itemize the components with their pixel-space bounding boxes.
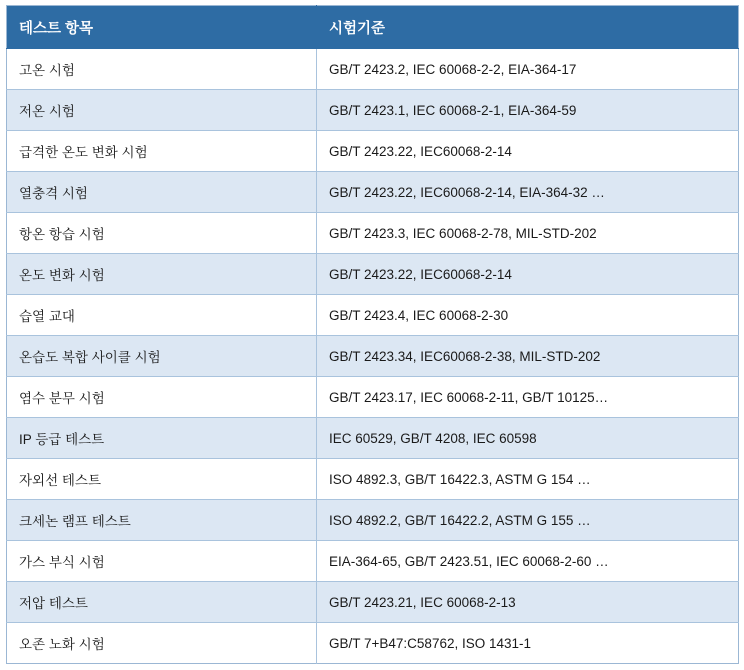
cell-test-standard: GB/T 2423.22, IEC60068-2-14, EIA-364-32 …: [317, 172, 739, 213]
table-row: [7, 459, 739, 500]
cell-test-standard: GB/T 2423.22, IEC60068-2-14: [317, 254, 739, 295]
table-row: [7, 623, 739, 664]
cell-test-item: 온도 변화 시험: [7, 254, 317, 295]
table-row: [7, 377, 739, 418]
cell-test-item: 습열 교대: [7, 295, 317, 336]
cell-test-item: 온습도 복합 사이클 시험: [7, 336, 317, 377]
test-standards-table: [6, 5, 739, 664]
table-header: [7, 6, 739, 49]
table-row: [7, 541, 739, 582]
cell-test-standard: GB/T 2423.2, IEC 60068-2-2, EIA-364-17: [317, 49, 739, 90]
cell-test-item: 저압 테스트: [7, 582, 317, 623]
cell-test-standard: EIA-364-65, GB/T 2423.51, IEC 60068-2-60 …: [317, 541, 739, 582]
cell-test-standard: GB/T 2423.3, IEC 60068-2-78, MIL-STD-202: [317, 213, 739, 254]
cell-test-item: 자외선 테스트: [7, 459, 317, 500]
table-row: [7, 213, 739, 254]
table-row: [7, 295, 739, 336]
cell-test-item: 크세논 램프 테스트: [7, 500, 317, 541]
cell-test-item: 저온 시험: [7, 90, 317, 131]
cell-test-item: 오존 노화 시험: [7, 623, 317, 664]
table-row: [7, 254, 739, 295]
cell-test-item: 급격한 온도 변화 시험: [7, 131, 317, 172]
table-row: [7, 90, 739, 131]
table-row: [7, 336, 739, 377]
table-row: [7, 582, 739, 623]
cell-test-standard: GB/T 2423.21, IEC 60068-2-13: [317, 582, 739, 623]
column-header-test-item: 테스트 항목: [7, 6, 317, 49]
table-header-row: [7, 6, 739, 49]
cell-test-standard: ISO 4892.2, GB/T 16422.2, ASTM G 155 …: [317, 500, 739, 541]
cell-test-standard: GB/T 2423.1, IEC 60068-2-1, EIA-364-59: [317, 90, 739, 131]
table-row: [7, 131, 739, 172]
table-row: [7, 500, 739, 541]
cell-test-standard: GB/T 2423.4, IEC 60068-2-30: [317, 295, 739, 336]
cell-test-item: 염수 분무 시험: [7, 377, 317, 418]
table-row: [7, 172, 739, 213]
table-body: [7, 49, 739, 664]
table-row: [7, 49, 739, 90]
cell-test-standard: IEC 60529, GB/T 4208, IEC 60598: [317, 418, 739, 459]
cell-test-standard: GB/T 2423.17, IEC 60068-2-11, GB/T 10125…: [317, 377, 739, 418]
cell-test-item: IP 등급 테스트: [7, 418, 317, 459]
column-header-test-standard: 시험기준: [317, 6, 739, 49]
cell-test-item: 가스 부식 시험: [7, 541, 317, 582]
cell-test-item: 항온 항습 시험: [7, 213, 317, 254]
cell-test-standard: ISO 4892.3, GB/T 16422.3, ASTM G 154 …: [317, 459, 739, 500]
cell-test-item: 열충격 시험: [7, 172, 317, 213]
table-row: [7, 418, 739, 459]
cell-test-standard: GB/T 7+B47:C58762, ISO 1431-1: [317, 623, 739, 664]
cell-test-standard: GB/T 2423.34, IEC60068-2-38, MIL-STD-202: [317, 336, 739, 377]
cell-test-item: 고온 시험: [7, 49, 317, 90]
cell-test-standard: GB/T 2423.22, IEC60068-2-14: [317, 131, 739, 172]
